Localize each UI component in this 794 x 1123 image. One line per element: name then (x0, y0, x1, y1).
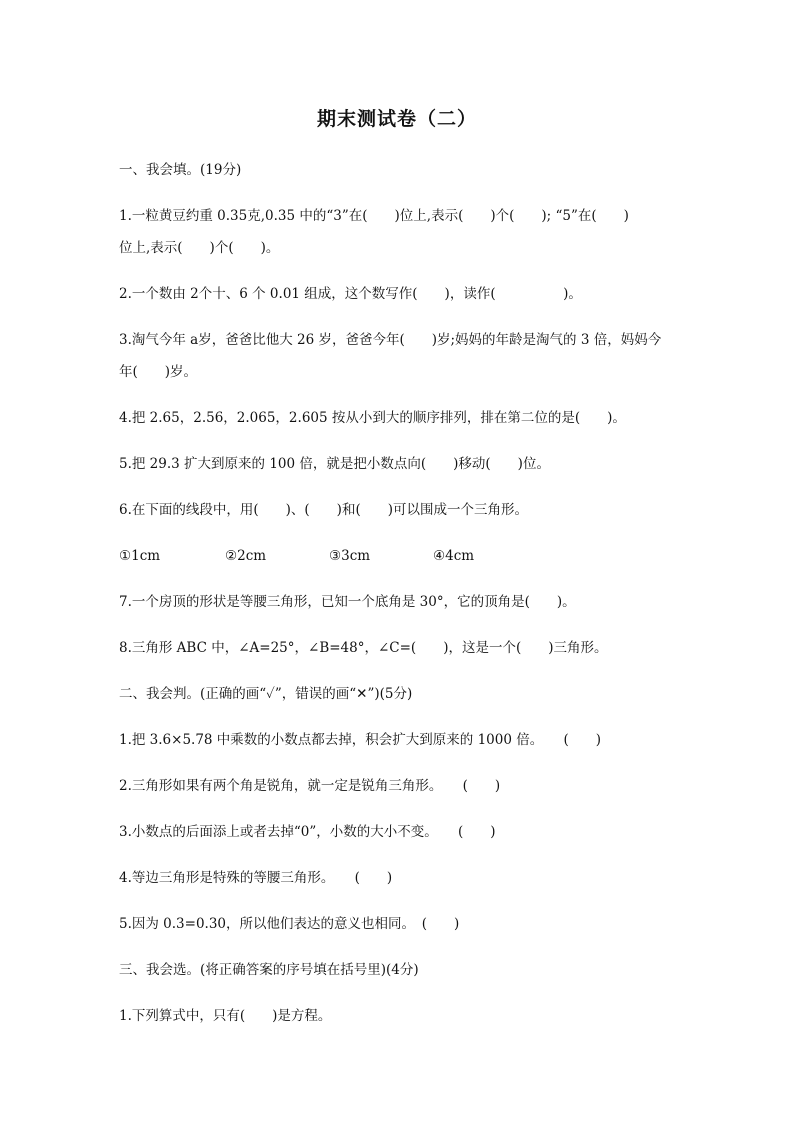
option-1: ①1cm (119, 548, 161, 564)
section-2-heading: 二、我会判。(正确的画“✓”，错误的画“✕”)(5分) (119, 686, 413, 702)
question-1-7: 7.一个房顶的形状是等腰三角形，已知一个底角是 30°，它的顶角是( )。 (119, 594, 576, 610)
question-2-2: 2.三角形如果有两个角是锐角，就一定是锐角三角形。 ( ) (119, 778, 501, 794)
question-1-1-line-1: 1.一粒黄豆约重 0.35克,0.35 中的“3”在( )位上,表示( )个( ); “5”在( ) (119, 208, 629, 224)
section-3-heading: 三、我会选。(将正确答案的序号填在括号里)(4分) (119, 962, 419, 978)
question-1-1-line-2: 位上,表示( )个( )。 (119, 240, 280, 256)
question-1-2: 2.一个数由 2个十、6 个 0.01 组成，这个数写作( )，读作( )。 (119, 286, 582, 302)
question-2-4: 4.等边三角形是特殊的等腰三角形。 ( ) (119, 870, 393, 886)
question-1-8: 8.三角形 ABC 中，∠A=25°，∠B=48°，∠C=( )，这是一个( )三角形。 (119, 640, 608, 656)
section-1-heading: 一、我会填。(19分) (119, 162, 242, 178)
question-1-6: 6.在下面的线段中，用( )、( )和( )可以围成一个三角形。 (119, 502, 528, 518)
page-title: 期末测试卷（二） (316, 108, 477, 130)
option-2: ②2cm (225, 548, 267, 564)
question-2-1: 1.把 3.6×5.78 中乘数的小数点都去掉，积会扩大到原来的 1000 倍。 ( ) (119, 732, 602, 748)
question-1-3-line-2: 年( )岁。 (119, 364, 198, 380)
question-3-1: 1.下列算式中，只有( )是方程。 (119, 1008, 332, 1024)
question-2-5: 5.因为 0.3=0.30，所以他们表达的意义也相同。 ( ) (119, 916, 460, 932)
question-1-4: 4.把 2.65，2.56，2.065，2.605 按从小到大的顺序排列，排在第二位的是( )。 (119, 410, 626, 426)
question-2-3: 3.小数点的后面添上或者去掉“0”，小数的大小不变。 ( ) (119, 824, 496, 840)
option-4: ④4cm (433, 548, 475, 564)
question-1-5: 5.把 29.3 扩大到原来的 100 倍，就是把小数点向( )移动( )位。 (119, 456, 550, 472)
question-1-6-options (119, 546, 699, 566)
question-1-3-line-1: 3.淘气今年 a岁，爸爸比他大 26 岁，爸爸今年( )岁;妈妈的年龄是淘气的 3 倍，妈妈今 (119, 332, 662, 348)
option-3: ③3cm (329, 548, 371, 564)
